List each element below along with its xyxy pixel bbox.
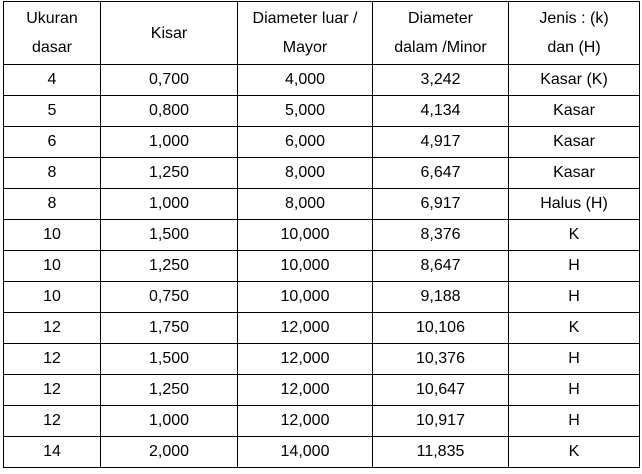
cell-major-diameter: 14,000 (238, 437, 373, 468)
cell-major-diameter: 8,000 (238, 158, 373, 189)
table-row (4, 96, 640, 127)
header-row (4, 2, 640, 65)
header-nominal-size-line: Ukuran (26, 10, 78, 27)
cell-minor-diameter: 8,647 (373, 251, 509, 282)
cell-nominal-size: 6 (4, 127, 101, 158)
cell-pitch: 1,750 (101, 313, 238, 344)
cell-minor-diameter: 6,647 (373, 158, 509, 189)
cell-thread-type: Kasar (K) (509, 65, 640, 96)
table-row (4, 251, 640, 282)
table-row (4, 127, 640, 158)
cell-minor-diameter: 4,917 (373, 127, 509, 158)
cell-thread-type: Kasar (509, 127, 640, 158)
cell-nominal-size: 14 (4, 437, 101, 468)
table-header (4, 2, 640, 65)
cell-pitch: 1,250 (101, 251, 238, 282)
cell-nominal-size: 12 (4, 375, 101, 406)
cell-pitch: 2,000 (101, 437, 238, 468)
cell-pitch: 1,500 (101, 220, 238, 251)
header-major-diameter-line: Diameter luar / (252, 10, 358, 27)
cell-major-diameter: 4,000 (238, 65, 373, 96)
cell-minor-diameter: 10,647 (373, 375, 509, 406)
cell-major-diameter: 12,000 (238, 406, 373, 437)
cell-thread-type: H (509, 375, 640, 406)
table-row (4, 437, 640, 468)
cell-minor-diameter: 11,835 (373, 437, 509, 468)
table-row (4, 189, 640, 220)
table-row (4, 313, 640, 344)
cell-minor-diameter: 6,917 (373, 189, 509, 220)
cell-nominal-size: 4 (4, 65, 101, 96)
cell-nominal-size: 8 (4, 158, 101, 189)
cell-pitch: 0,750 (101, 282, 238, 313)
cell-thread-type: H (509, 344, 640, 375)
cell-pitch: 1,000 (101, 127, 238, 158)
cell-pitch: 0,700 (101, 65, 238, 96)
cell-pitch: 1,000 (101, 189, 238, 220)
header-thread-type-line: dan (H) (547, 39, 601, 56)
cell-pitch: 1,250 (101, 375, 238, 406)
cell-major-diameter: 12,000 (238, 344, 373, 375)
cell-thread-type: K (509, 437, 640, 468)
header-major-diameter-line: Mayor (282, 39, 328, 56)
cell-nominal-size: 8 (4, 189, 101, 220)
header-thread-type-line: Jenis : (k) (539, 10, 609, 27)
cell-major-diameter: 10,000 (238, 251, 373, 282)
table-row (4, 344, 640, 375)
cell-thread-type: Halus (H) (509, 189, 640, 220)
cell-nominal-size: 10 (4, 251, 101, 282)
cell-minor-diameter: 4,134 (373, 96, 509, 127)
cell-minor-diameter: 8,376 (373, 220, 509, 251)
cell-nominal-size: 12 (4, 313, 101, 344)
cell-pitch: 1,000 (101, 406, 238, 437)
table-body (4, 65, 640, 468)
cell-pitch: 1,250 (101, 158, 238, 189)
table-row (4, 65, 640, 96)
cell-nominal-size: 5 (4, 96, 101, 127)
cell-major-diameter: 10,000 (238, 220, 373, 251)
header-thread-type (509, 2, 640, 65)
cell-major-diameter: 6,000 (238, 127, 373, 158)
cell-thread-type: Kasar (509, 96, 640, 127)
cell-thread-type: Kasar (509, 158, 640, 189)
cell-major-diameter: 5,000 (238, 96, 373, 127)
cell-thread-type: K (509, 220, 640, 251)
header-nominal-size (4, 2, 101, 65)
cell-major-diameter: 12,000 (238, 313, 373, 344)
cell-nominal-size: 12 (4, 406, 101, 437)
cell-minor-diameter: 10,106 (373, 313, 509, 344)
cell-minor-diameter: 10,917 (373, 406, 509, 437)
header-minor-diameter-line: Diameter (408, 10, 473, 27)
header-minor-diameter (373, 2, 509, 65)
cell-thread-type: H (509, 251, 640, 282)
header-major-diameter (238, 2, 373, 65)
cell-pitch: 0,800 (101, 96, 238, 127)
cell-nominal-size: 10 (4, 220, 101, 251)
cell-thread-type: H (509, 406, 640, 437)
cell-minor-diameter: 9,188 (373, 282, 509, 313)
cell-minor-diameter: 3,242 (373, 65, 509, 96)
cell-nominal-size: 12 (4, 344, 101, 375)
cell-major-diameter: 8,000 (238, 189, 373, 220)
table-row (4, 282, 640, 313)
cell-major-diameter: 10,000 (238, 282, 373, 313)
header-nominal-size-line: dasar (31, 39, 73, 56)
cell-thread-type: K (509, 313, 640, 344)
table-row (4, 406, 640, 437)
table-row (4, 220, 640, 251)
cell-nominal-size: 10 (4, 282, 101, 313)
table-row (4, 375, 640, 406)
header-pitch-line: Kisar (150, 24, 188, 42)
cell-major-diameter: 12,000 (238, 375, 373, 406)
header-pitch (101, 2, 238, 65)
cell-minor-diameter: 10,376 (373, 344, 509, 375)
header-minor-diameter-line: dalam /Minor (394, 39, 487, 56)
table-row (4, 158, 640, 189)
thread-size-table (3, 1, 640, 468)
cell-thread-type: H (509, 282, 640, 313)
cell-pitch: 1,500 (101, 344, 238, 375)
